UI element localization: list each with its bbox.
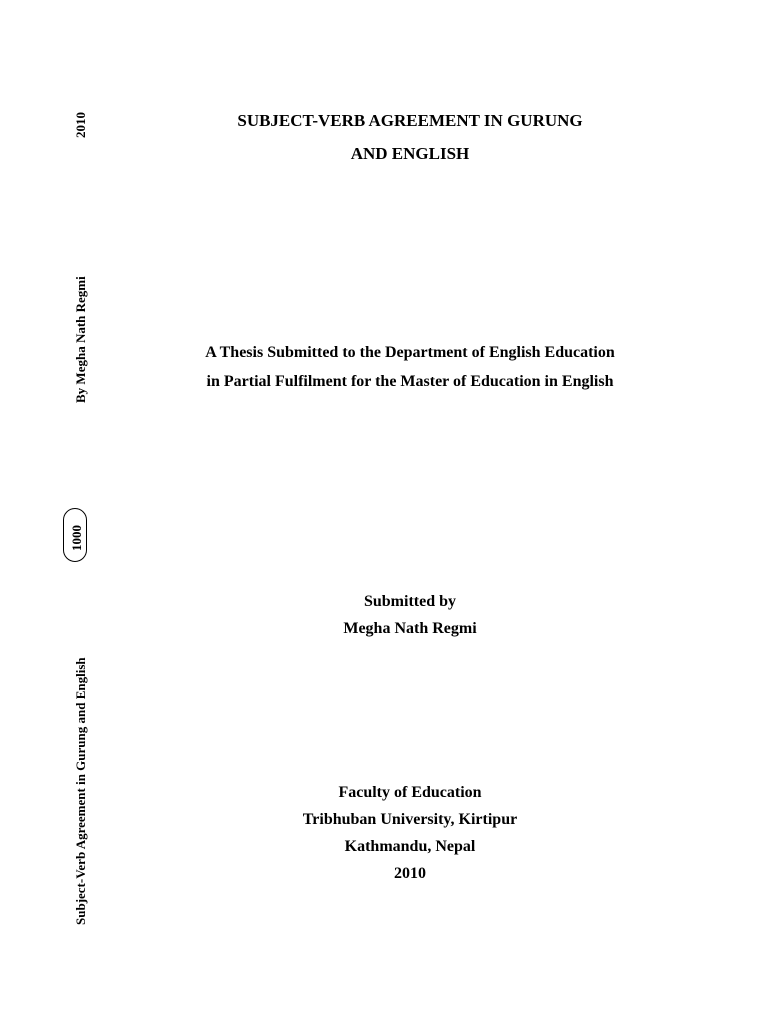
submitted-by-label: Submitted by	[363, 593, 457, 610]
thesis-line-2: in Partial Fulfilment for the Master of Education in English	[206, 373, 614, 390]
thesis-line-1: A Thesis Submitted to the Department of English Education	[205, 344, 615, 361]
spine-year: 2010	[73, 112, 88, 138]
spine	[50, 80, 110, 950]
title-line-2: AND ENGLISH	[350, 144, 470, 163]
location: Kathmandu, Nepal	[344, 838, 476, 855]
faculty: Faculty of Education	[338, 784, 482, 801]
spine-title: Subject-Verb Agreement in Gurung and English	[73, 657, 88, 925]
spine-author: By Megha Nath Regmi	[73, 276, 88, 403]
cover-main	[150, 0, 670, 1024]
author-name: Megha Nath Regmi	[343, 620, 477, 637]
spine-number: 1000	[69, 525, 84, 551]
university: Tribhuban University, Kirtipur	[302, 811, 518, 828]
spine-number-badge	[63, 508, 87, 562]
title-line-1: SUBJECT-VERB AGREEMENT IN GURUNG	[237, 111, 583, 130]
submission-year: 2010	[394, 865, 426, 882]
